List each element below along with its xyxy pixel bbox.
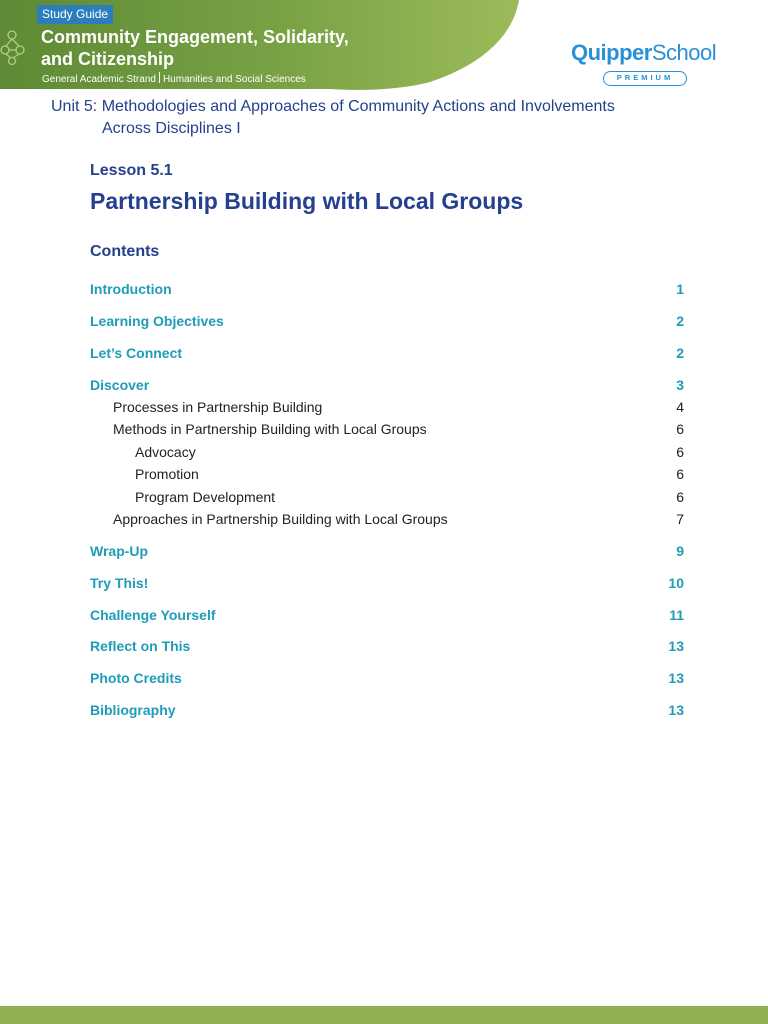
unit-title-line-2: Across Disciplines I <box>102 120 241 137</box>
toc-entry-page: 4 <box>676 399 684 415</box>
subject-title <box>41 26 381 70</box>
toc-entry-page: 2 <box>676 345 684 361</box>
unit-title <box>51 96 681 140</box>
toc-entry[interactable] <box>90 442 684 462</box>
logo-wordmark-regular: School <box>651 40 717 65</box>
toc-entry[interactable] <box>90 397 684 417</box>
toc-entry-label: Program Development <box>135 489 276 505</box>
toc-entry-label: Processes in Partnership Building <box>113 399 323 415</box>
toc-entry[interactable] <box>90 668 684 688</box>
toc-entry-page: 6 <box>676 421 684 437</box>
toc-entry-label: Try This! <box>90 575 149 591</box>
toc-entry-page: 3 <box>676 377 684 393</box>
strand-name: General Academic Strand <box>42 74 156 85</box>
logo-wordmark <box>571 40 726 66</box>
unit-title-line-1: Unit 5: Methodologies and Approaches of Community Actions and Involvements <box>51 98 615 115</box>
toc-entry-page: 7 <box>676 511 684 527</box>
toc-entry-label: Wrap-Up <box>90 543 149 559</box>
toc-entry-label: Methods in Partnership Building with Local Groups <box>113 421 427 437</box>
toc-entry-label: Reflect on This <box>90 638 191 654</box>
toc-entry-page: 6 <box>676 444 684 460</box>
toc-entry[interactable] <box>90 573 684 593</box>
toc-entry-label: Learning Objectives <box>90 313 224 329</box>
toc-entry[interactable] <box>90 279 684 299</box>
toc-entry-label: Let’s Connect <box>90 345 183 361</box>
toc-entry[interactable] <box>90 464 684 484</box>
strand-line <box>42 72 306 86</box>
toc-entry-page: 11 <box>669 607 684 623</box>
toc-entry[interactable] <box>90 311 684 331</box>
toc-entry[interactable] <box>90 375 684 395</box>
toc-entry-page: 6 <box>676 489 684 505</box>
study-guide-badge: Study Guide <box>37 5 113 24</box>
toc-entry-page: 1 <box>676 281 684 297</box>
toc-entry-label: Bibliography <box>90 702 176 718</box>
track-name: Humanities and Social Sciences <box>162 74 306 85</box>
premium-tag: PREMIUM <box>603 71 687 86</box>
toc-entry-label: Discover <box>90 377 150 393</box>
logo-wordmark-bold: Quipper <box>571 40 652 65</box>
toc-entry-label: Challenge Yourself <box>90 607 216 623</box>
toc-entry[interactable] <box>90 636 684 656</box>
toc-entry-label: Advocacy <box>135 444 196 460</box>
lesson-number: Lesson 5.1 <box>90 162 173 179</box>
toc-entry-label: Approaches in Partnership Building with Local Groups <box>113 511 448 527</box>
toc-entry[interactable] <box>90 605 684 625</box>
toc-entry[interactable] <box>90 509 684 529</box>
toc-entry[interactable] <box>90 343 684 363</box>
toc-entry-label: Introduction <box>90 281 172 297</box>
toc-entry-label: Photo Credits <box>90 670 182 686</box>
toc-entry-page: 13 <box>668 670 684 686</box>
subject-title-line-1: Community Engagement, Solidarity, <box>41 27 349 47</box>
toc-entry[interactable] <box>90 541 684 561</box>
footer-bar <box>0 1006 768 1024</box>
lesson-title: Partnership Building with Local Groups <box>90 188 524 214</box>
quipper-school-logo <box>571 40 726 90</box>
subject-title-line-2: and Citizenship <box>41 49 175 69</box>
toc-entry-page: 13 <box>668 702 684 718</box>
toc-entry[interactable] <box>90 700 684 720</box>
toc-entry[interactable] <box>90 487 684 507</box>
toc-entry-page: 2 <box>676 313 684 329</box>
toc-entry[interactable] <box>90 419 684 439</box>
people-network-icon <box>0 26 34 66</box>
toc-entry-label: Promotion <box>135 466 199 482</box>
contents-heading: Contents <box>90 243 160 260</box>
strand-separator <box>159 72 160 83</box>
toc-entry-page: 9 <box>676 543 684 559</box>
toc-entry-page: 10 <box>668 575 684 591</box>
toc-entry-page: 6 <box>676 466 684 482</box>
toc-entry-page: 13 <box>668 638 684 654</box>
